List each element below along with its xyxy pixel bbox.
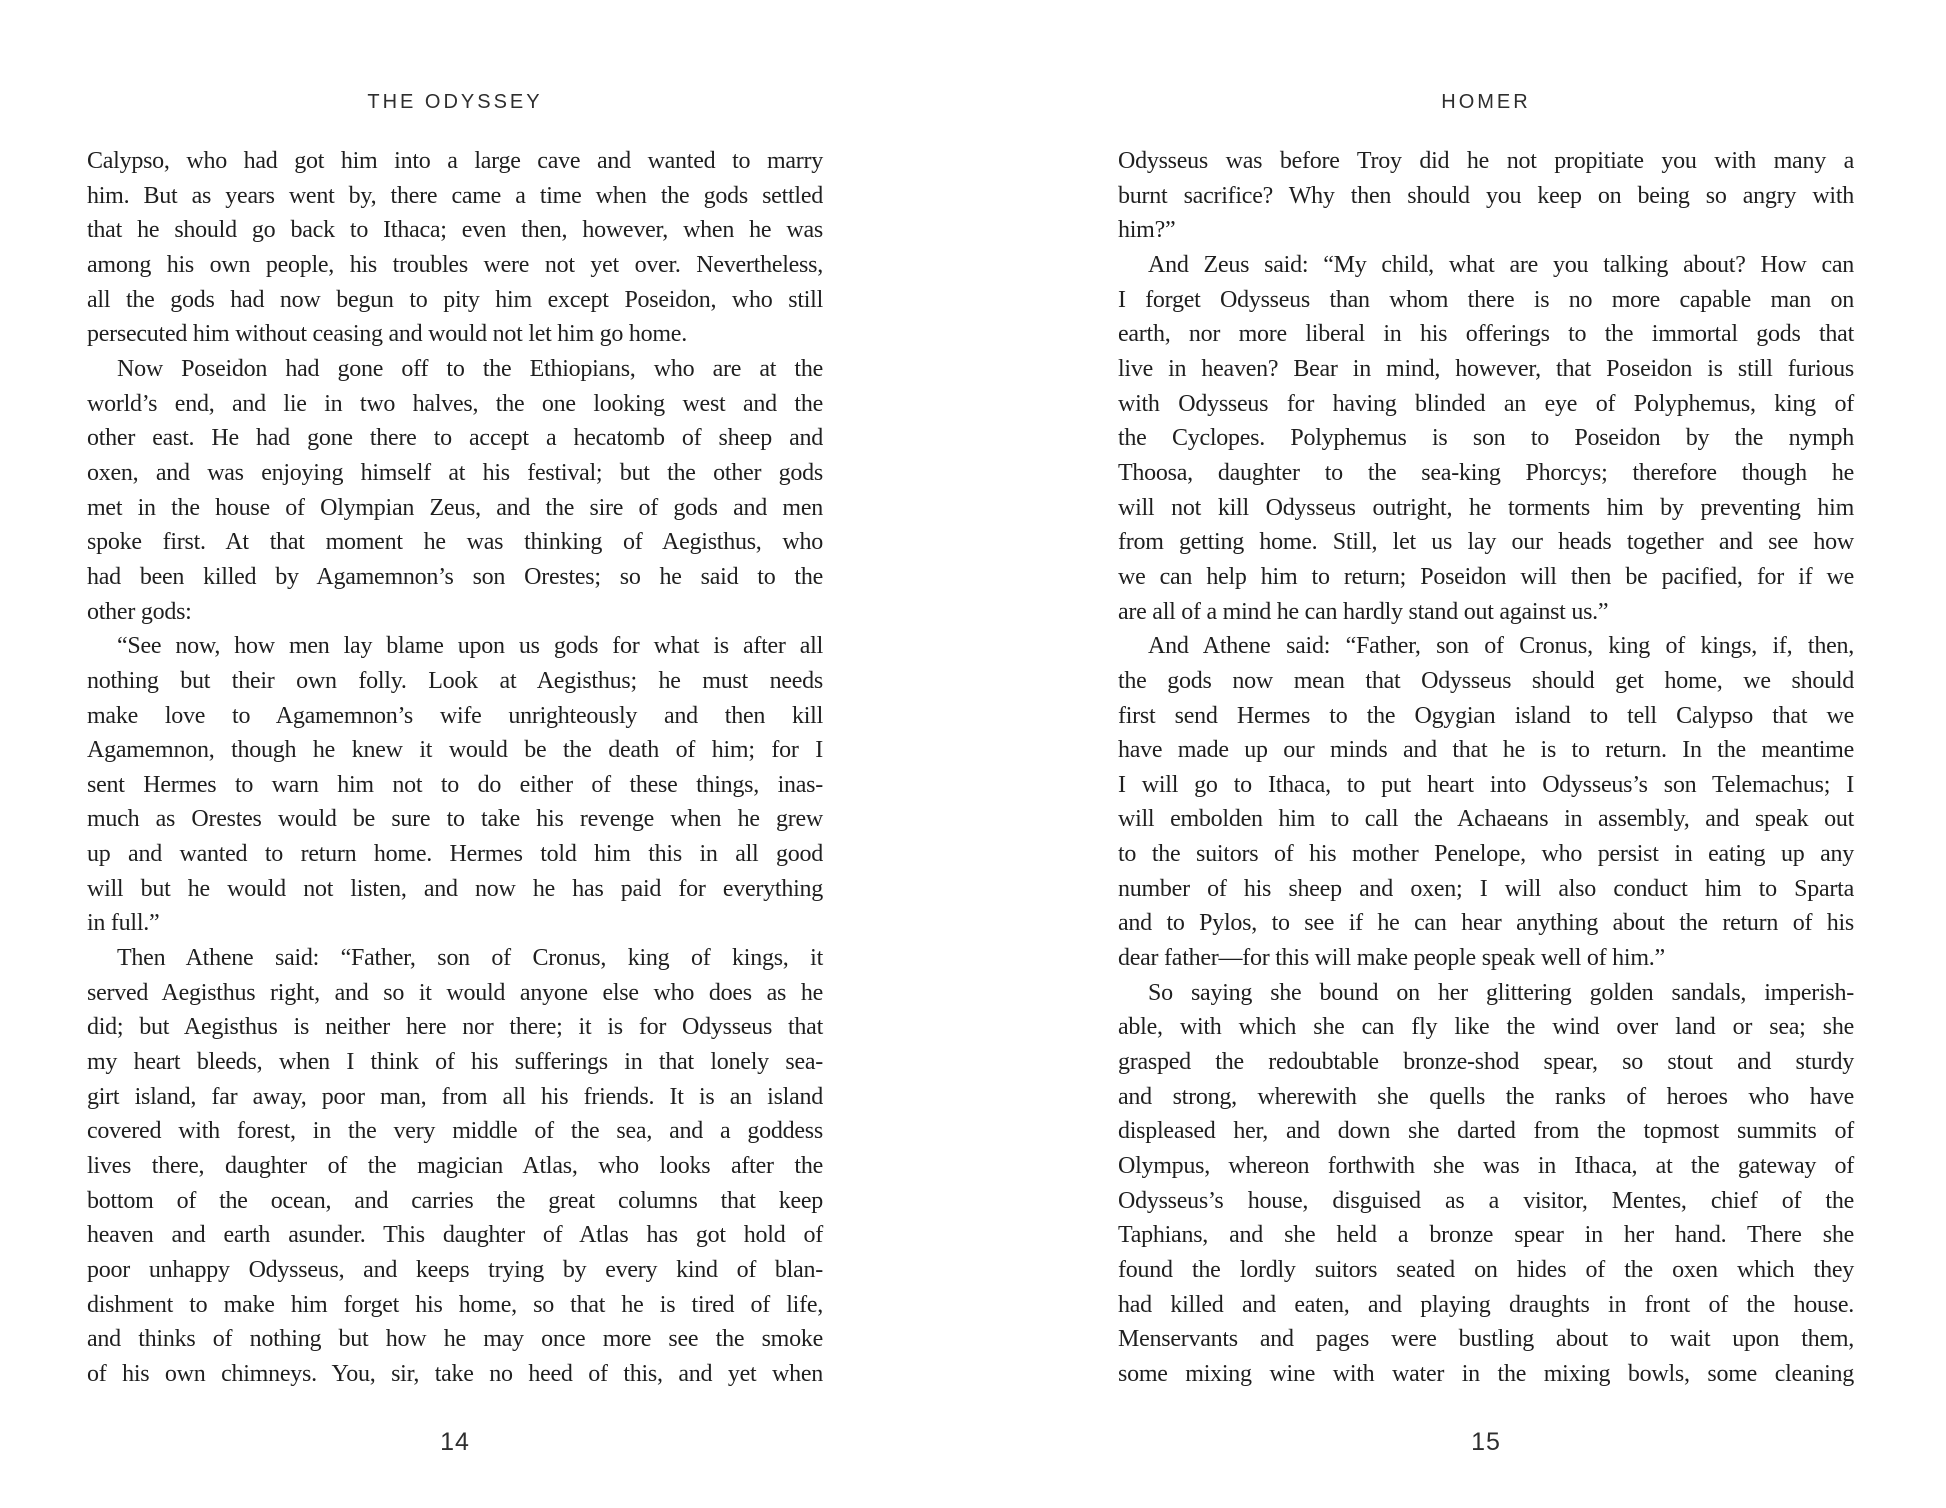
text-line: him. But as years went by, there came a time when the gods settled xyxy=(87,182,823,209)
text-line: I forget Odysseus than whom there is no more capable man on xyxy=(1118,286,1854,313)
left-page-body xyxy=(87,144,823,1392)
text-line: poor unhappy Odysseus, and keeps trying by every kind of blan- xyxy=(87,1257,823,1283)
text-line: served Aegisthus right, and so it would anyone else who does as he xyxy=(87,979,823,1006)
text-line: are all of a mind he can hardly stand out against us.” xyxy=(1118,598,1609,625)
text-line: dear father—for this will make people speak well of him.” xyxy=(1118,945,1665,972)
text-line: Agamemnon, though he knew it would be the death of him; for I xyxy=(87,737,823,764)
text-line: of his own chimneys. You, sir, take no heed of this, and yet when xyxy=(87,1360,823,1387)
text-line: and thinks of nothing but how he may once more see the smoke xyxy=(87,1326,823,1353)
text-line: all the gods had now begun to pity him except Poseidon, who still xyxy=(87,286,823,313)
text-line: “See now, how men lay blame upon us gods for what is after all xyxy=(117,633,823,660)
text-line: heaven and earth asunder. This daughter of Atlas has got hold of xyxy=(87,1222,823,1249)
text-line: other gods: xyxy=(87,598,192,625)
text-line: grasped the redoubtable bronze-shod spear, so stout and sturdy xyxy=(1118,1049,1854,1076)
paragraph xyxy=(87,941,823,1392)
text-line: Calypso, who had got him into a large cave and wanted to marry xyxy=(87,148,823,174)
text-line: world’s end, and lie in two halves, the one looking west and the xyxy=(87,390,823,417)
paragraph xyxy=(1118,629,1854,976)
text-line: found the lordly suitors seated on hides of the oxen which they xyxy=(1118,1257,1854,1283)
text-line: covered with forest, in the very middle of the sea, and a goddess xyxy=(87,1118,823,1145)
text-line: live in heaven? Bear in mind, however, that Poseidon is still furious xyxy=(1118,355,1854,382)
text-line: I will go to Ithaca, to put heart into Odysseus’s son Telemachus; I xyxy=(1118,771,1854,798)
text-line: did; but Aegisthus is neither here nor there; it is for Odysseus that xyxy=(87,1014,823,1041)
right-page-body xyxy=(1118,144,1854,1392)
text-line: the Cyclopes. Polyphemus is son to Poseidon by the nymph xyxy=(1118,425,1854,452)
text-line: up and wanted to return home. Hermes told him this in all good xyxy=(87,841,823,868)
text-line: Now Poseidon had gone off to the Ethiopians, who are at the xyxy=(117,355,823,382)
text-line: some mixing wine with water in the mixing bowls, some cleaning xyxy=(1118,1360,1854,1387)
left-running-header: THE ODYSSEY xyxy=(367,91,543,113)
text-line: Odysseus’s house, disguised as a visitor, Mentes, chief of the xyxy=(1118,1187,1854,1214)
text-line: spoke first. At that moment he was thinking of Aegisthus, who xyxy=(87,529,823,556)
paragraph xyxy=(1118,976,1854,1392)
text-line: Taphians, and she held a bronze spear in her hand. There she xyxy=(1118,1222,1854,1249)
text-line: Then Athene said: “Father, son of Cronus, king of kings, it xyxy=(117,945,823,972)
text-line: bottom of the ocean, and carries the great columns that keep xyxy=(87,1187,823,1214)
text-line: earth, nor more liberal in his offerings to the immortal gods that xyxy=(1118,321,1854,348)
text-line: in full.” xyxy=(87,910,160,937)
text-line: will embolden him to call the Achaeans in assembly, and speak out xyxy=(1118,806,1854,833)
text-line: dishment to make him forget his home, so that he is tired of life, xyxy=(87,1291,823,1318)
text-line: able, with which she can fly like the wind over land or sea; she xyxy=(1118,1014,1854,1041)
text-line: will not kill Odysseus outright, he torments him by preventing him xyxy=(1118,494,1854,521)
text-line: sent Hermes to warn him not to do either of these things, inas- xyxy=(87,771,823,798)
right-page-number: 15 xyxy=(1471,1428,1501,1456)
paragraph xyxy=(87,144,823,352)
text-line: Thoosa, daughter to the sea-king Phorcys; therefore though he xyxy=(1118,459,1854,486)
text-line: my heart bleeds, when I think of his sufferings in that lonely sea- xyxy=(87,1049,823,1076)
text-line: Olympus, whereon forthwith she was in Ithaca, at the gateway of xyxy=(1118,1153,1854,1180)
paragraph xyxy=(87,352,823,629)
text-line: first send Hermes to the Ogygian island to tell Calypso that we xyxy=(1118,702,1854,729)
left-page-number: 14 xyxy=(440,1428,470,1456)
text-line: and to Pylos, to see if he can hear anything about the return of his xyxy=(1118,910,1854,937)
text-line: other east. He had gone there to accept a hecatomb of sheep and xyxy=(87,425,823,452)
text-line: to the suitors of his mother Penelope, who persist in eating up any xyxy=(1118,841,1854,868)
text-line: And Zeus said: “My child, what are you talking about? How can xyxy=(1148,251,1854,278)
text-line: persecuted him without ceasing and would not let him go home. xyxy=(87,321,687,348)
text-line: make love to Agamemnon’s wife unrighteously and then kill xyxy=(87,702,823,729)
text-line: him?” xyxy=(1118,217,1176,244)
text-line: lives there, daughter of the magician Atlas, who looks after the xyxy=(87,1153,823,1180)
text-line: and strong, wherewith she quells the ranks of heroes who have xyxy=(1118,1083,1854,1110)
text-line: displeased her, and down she darted from the topmost summits of xyxy=(1118,1118,1854,1145)
text-line: the gods now mean that Odysseus should get home, we should xyxy=(1118,667,1854,694)
text-line: met in the house of Olympian Zeus, and the sire of gods and men xyxy=(87,494,823,521)
text-line: And Athene said: “Father, son of Cronus, king of kings, if, then, xyxy=(1148,633,1854,660)
text-line: much as Orestes would be sure to take his revenge when he grew xyxy=(87,806,823,833)
text-line: number of his sheep and oxen; I will also conduct him to Sparta xyxy=(1118,875,1854,902)
text-line: So saying she bound on her glittering golden sandals, imperish- xyxy=(1148,979,1854,1006)
text-line: will but he would not listen, and now he has paid for everything xyxy=(87,875,823,902)
text-line: girt island, far away, poor man, from all his friends. It is an island xyxy=(87,1083,823,1110)
text-line: burnt sacrifice? Why then should you keep on being so angry with xyxy=(1118,182,1854,209)
right-running-header: HOMER xyxy=(1441,91,1531,113)
text-line: we can help him to return; Poseidon will then be pacified, for if we xyxy=(1118,563,1854,590)
text-line: Menservants and pages were bustling about to wait upon them, xyxy=(1118,1326,1854,1353)
paragraph xyxy=(1118,248,1854,629)
text-line: had been killed by Agamemnon’s son Orestes; so he said to the xyxy=(87,563,823,590)
text-line: had killed and eaten, and playing draughts in front of the house. xyxy=(1118,1291,1854,1318)
right-page xyxy=(1118,0,1854,1508)
text-line: with Odysseus for having blinded an eye of Polyphemus, king of xyxy=(1118,390,1854,417)
text-line: Odysseus was before Troy did he not propitiate you with many a xyxy=(1118,148,1854,174)
text-line: among his own people, his troubles were not yet over. Nevertheless, xyxy=(87,251,823,278)
paragraph xyxy=(1118,144,1854,248)
text-line: that he should go back to Ithaca; even then, however, when he was xyxy=(87,217,823,244)
text-line: have made up our minds and that he is to return. In the meantime xyxy=(1118,737,1854,764)
paragraph xyxy=(87,629,823,941)
text-line: nothing but their own folly. Look at Aegisthus; he must needs xyxy=(87,667,823,694)
left-page xyxy=(87,0,823,1508)
text-line: from getting home. Still, let us lay our heads together and see how xyxy=(1118,529,1854,556)
text-line: oxen, and was enjoying himself at his festival; but the other gods xyxy=(87,459,823,486)
